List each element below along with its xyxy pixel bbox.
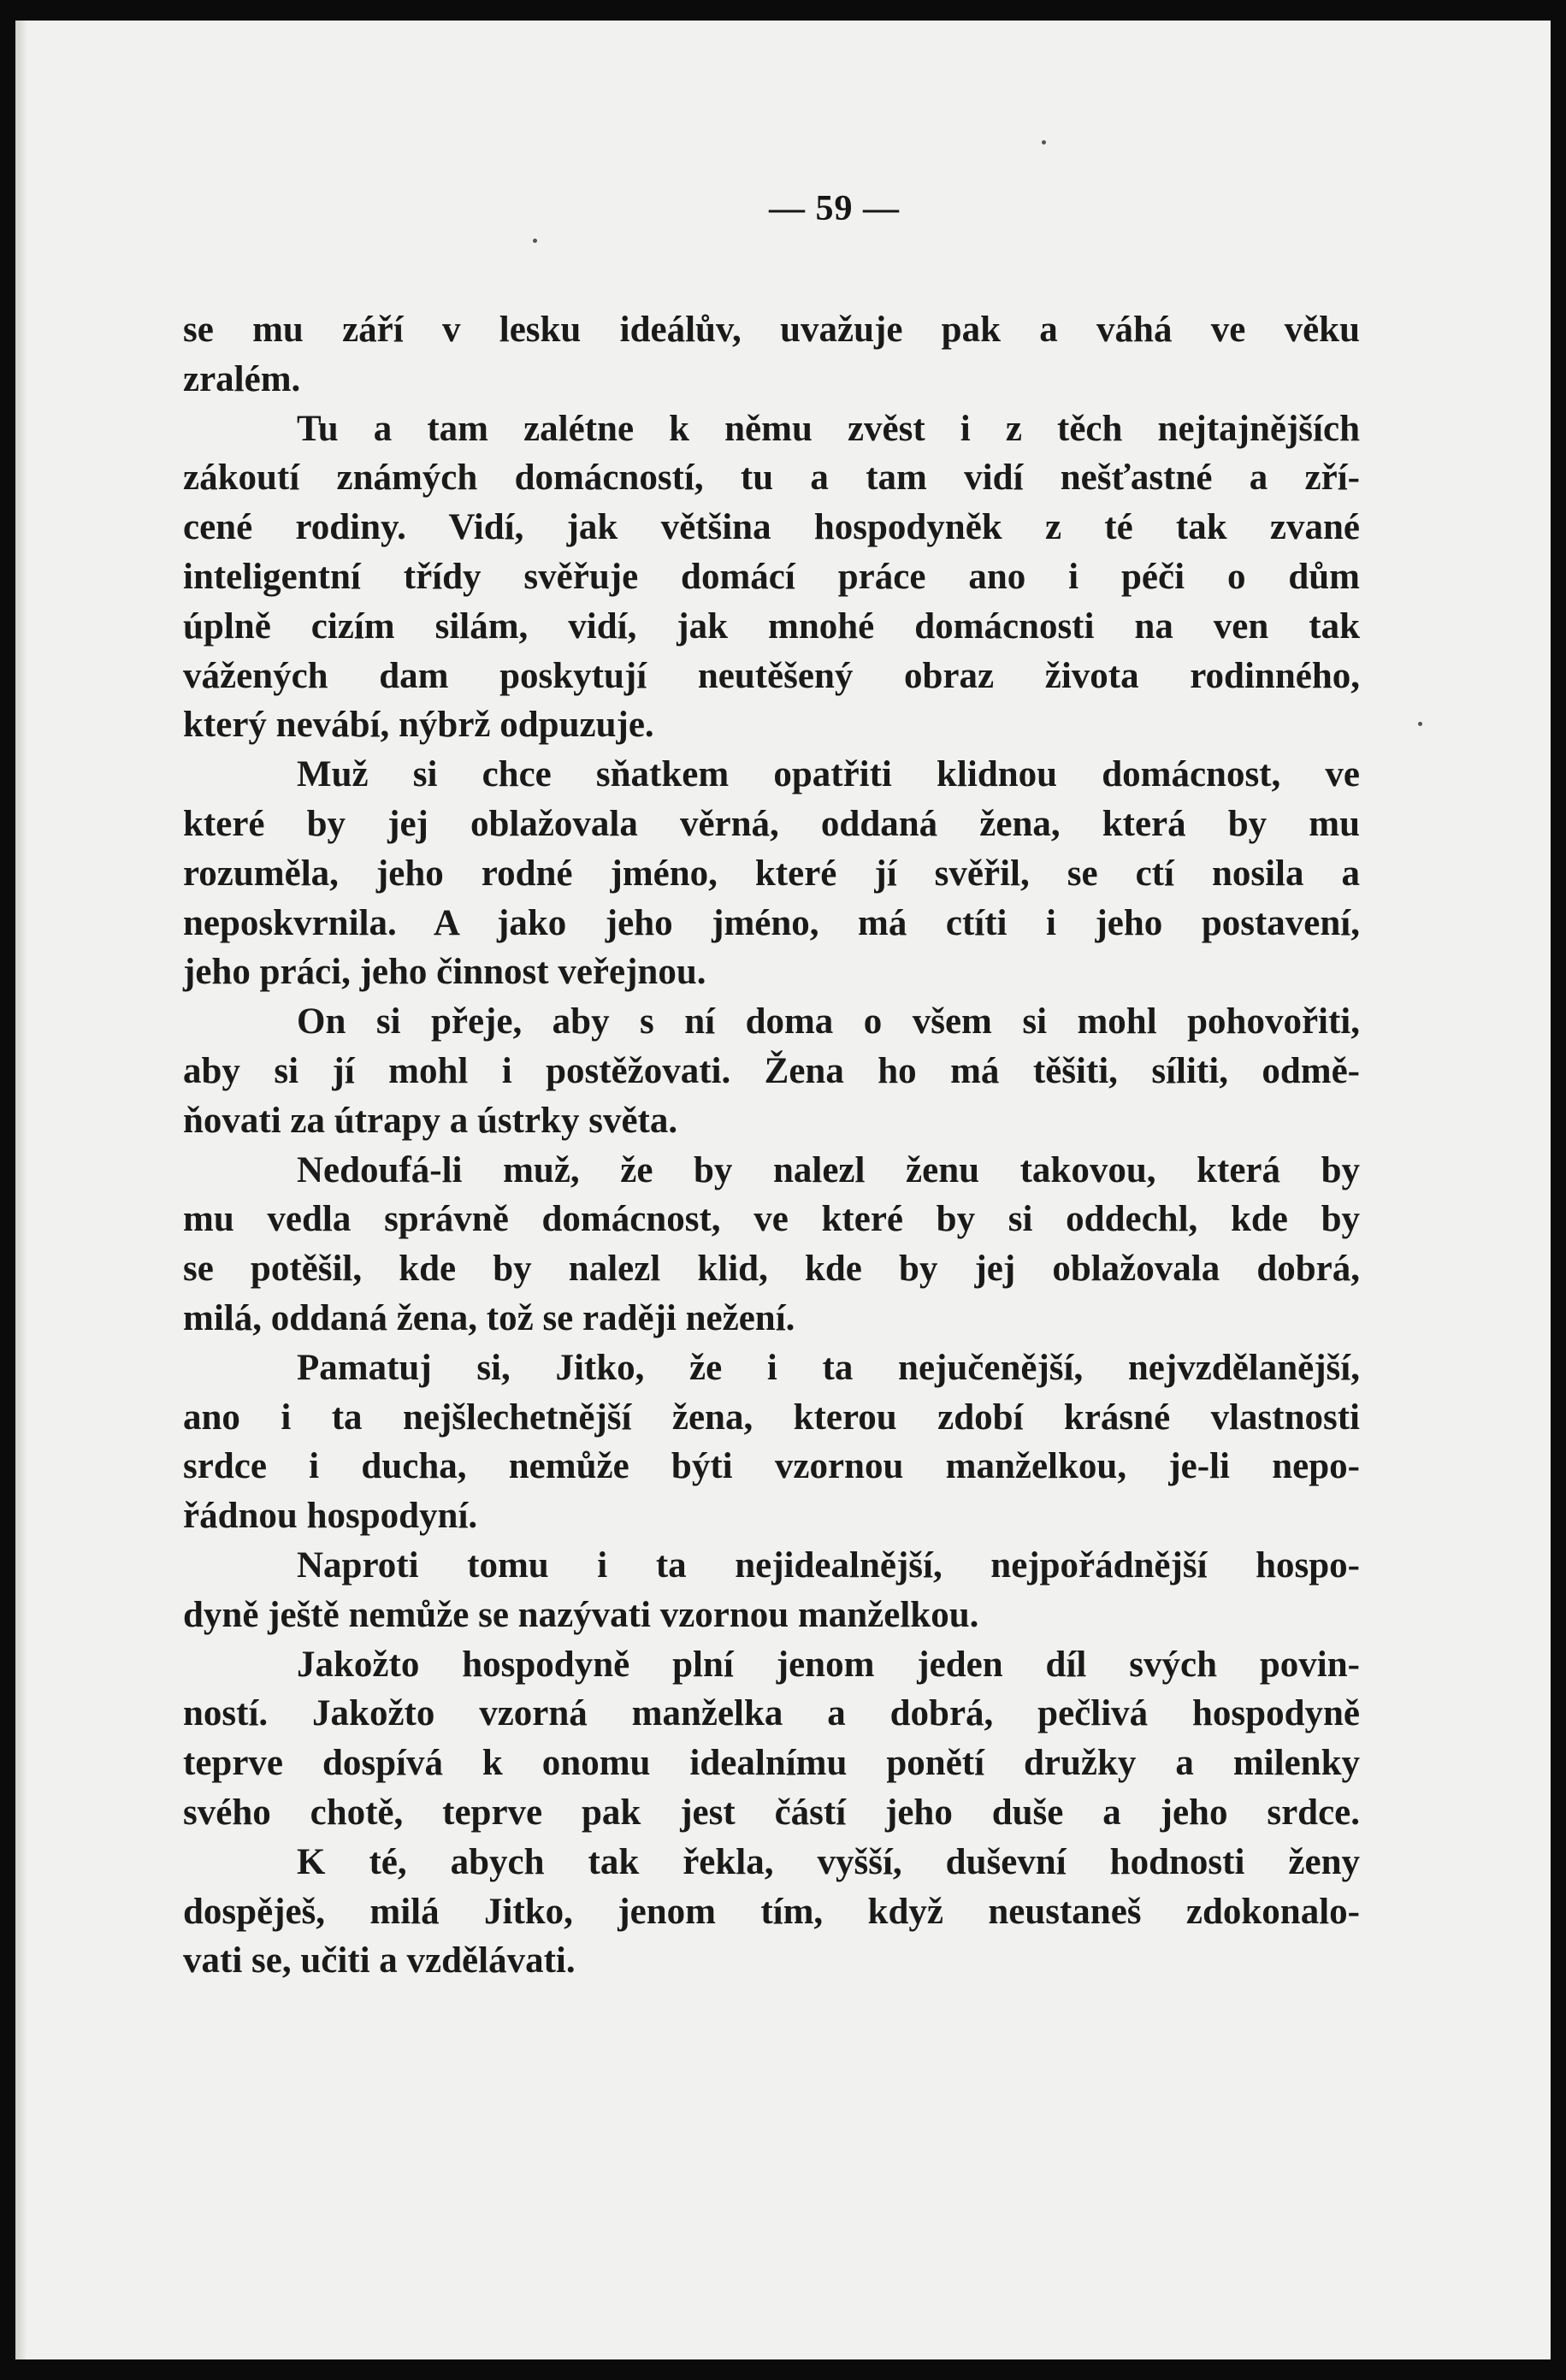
- text-line: vati se, učiti a vzdělávati.: [183, 1940, 576, 1981]
- text-line: Nedoufá-li muž, že by nalezl ženu takovou, která by: [297, 1149, 1360, 1190]
- text-line: neposkvrnila. A jako jeho jméno, má ctíti i jeho postavení,: [183, 902, 1360, 943]
- text-line: svého chotě, teprve pak jest částí jeho duše a jeho srdce.: [183, 1792, 1360, 1833]
- text-line: ňovati za útrapy a ústrky světa.: [183, 1100, 678, 1141]
- text-line: K té, abych tak řekla, vyšší, duševní hodnosti ženy: [297, 1841, 1360, 1882]
- text-line: vážených dam poskytují neutěšený obraz života rodinného,: [183, 655, 1360, 696]
- text-line: Jakožto hospodyně plní jenom jeden díl svých povin-: [297, 1644, 1360, 1685]
- text-line: inteligentní třídy svěřuje domácí práce ano i péči o dům: [183, 556, 1360, 597]
- text-line: ano i ta nejšlechetnější žena, kterou zdobí krásné vlastnosti: [183, 1397, 1360, 1438]
- text-line: jeho práci, jeho činnost veřejnou.: [183, 952, 706, 993]
- text-line: dyně ještě nemůže se nazývati vzornou manželkou.: [183, 1594, 979, 1635]
- page-number: — 59 —: [769, 189, 900, 228]
- text-line: které by jej oblažovala věrná, oddaná žena, která by mu: [183, 803, 1360, 844]
- text-line: teprve dospívá k onomu idealnímu ponětí družky a milenky: [183, 1743, 1360, 1784]
- body-text: [183, 305, 1360, 1986]
- text-line: srdce i ducha, nemůže býti vzornou manželkou, je-li nepo-: [183, 1446, 1360, 1487]
- text-line: se potěšil, kde by nalezl klid, kde by jej oblažovala dobrá,: [183, 1249, 1360, 1290]
- text-line: úplně cizím silám, vidí, jak mnohé domácnosti na ven tak: [183, 605, 1360, 647]
- text-line: Pamatuj si, Jitko, že i ta nejučenější, nejvzdělanější,: [297, 1347, 1360, 1388]
- text-line: Muž si chce sňatkem opatřiti klidnou domácnost, ve: [297, 754, 1360, 795]
- text-line: řádnou hospodyní.: [183, 1496, 478, 1537]
- print-speck: [1418, 722, 1422, 726]
- text-line: dospěješ, milá Jitko, jenom tím, když neustaneš zdokonalo-: [183, 1891, 1360, 1932]
- print-speck: [1042, 140, 1046, 145]
- text-line: Naproti tomu i ta nejidealnější, nejpořádnější hospo-: [297, 1544, 1360, 1586]
- text-line: zralém.: [183, 358, 301, 399]
- text-line: ností. Jakožto vzorná manželka a dobrá, pečlivá hospodyně: [183, 1693, 1360, 1734]
- text-line: Tu a tam zalétne k němu zvěst i z těch nejtajnějších: [297, 408, 1360, 449]
- text-line: cené rodiny. Vidí, jak většina hospodyněk z té tak zvané: [183, 507, 1360, 548]
- text-line: se mu září v lesku ideálův, uvažuje pak a váhá ve věku: [183, 310, 1360, 350]
- text-line: zákoutí známých domácností, tu a tam vidí nešťastné a zří-: [183, 458, 1360, 499]
- text-line: milá, oddaná žena, tož se raději nežení.: [183, 1297, 795, 1338]
- text-line: mu vedla správně domácnost, ve které by si oddechl, kde by: [183, 1199, 1360, 1240]
- text-line: rozuměla, jeho rodné jméno, které jí svěřil, se ctí nosila a: [183, 853, 1360, 894]
- text-line: aby si jí mohl i postěžovati. Žena ho má těšiti, síliti, odmě-: [183, 1050, 1360, 1091]
- print-speck: [533, 239, 537, 243]
- page-spine-shadow: [15, 21, 27, 2359]
- text-line: který nevábí, nýbrž odpuzuje.: [183, 705, 654, 746]
- text-line: On si přeje, aby s ní doma o všem si mohl pohovořiti,: [297, 1001, 1360, 1042]
- book-page: [15, 21, 1551, 2359]
